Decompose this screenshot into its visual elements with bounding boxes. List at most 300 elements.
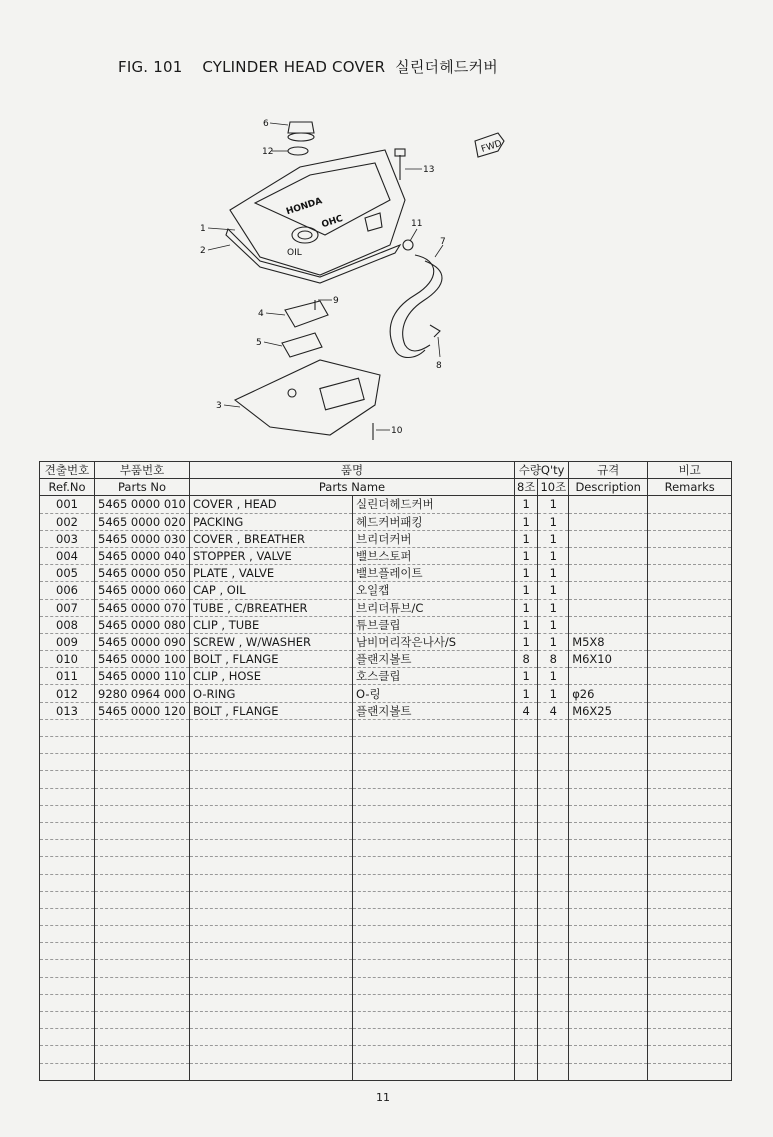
ohc-text: OHC — [320, 213, 345, 231]
header-remarks-en: Remarks — [648, 479, 732, 496]
cell-name-ko — [353, 857, 515, 874]
cell-remarks — [648, 737, 732, 754]
callout-13: 13 — [423, 165, 435, 175]
cell-q10 — [538, 754, 569, 771]
cell-name-en — [190, 1046, 353, 1063]
cell-remarks — [648, 822, 732, 839]
cell-ref — [40, 840, 95, 857]
cell-name-en — [190, 908, 353, 925]
cell-desc — [569, 908, 648, 925]
cell-ref: 010 — [40, 651, 95, 668]
cell-ref: 012 — [40, 685, 95, 702]
cell-desc — [569, 513, 648, 530]
cell-ref — [40, 1012, 95, 1029]
cell-q8 — [515, 719, 538, 736]
cell-remarks — [648, 857, 732, 874]
cell-q8: 1 — [515, 565, 538, 582]
cell-desc — [569, 599, 648, 616]
cell-q10: 1 — [538, 616, 569, 633]
cell-ref — [40, 857, 95, 874]
table-row — [40, 582, 732, 599]
cell-remarks — [648, 702, 732, 719]
page-title: FIG. 101 CYLINDER HEAD COVER 실린더헤드커버 — [118, 58, 498, 76]
cell-q8: 1 — [515, 685, 538, 702]
table-row — [40, 616, 732, 633]
cell-parts-no — [95, 1029, 190, 1046]
cell-name-en: SCREW , W/WASHER — [190, 633, 353, 650]
cell-name-en — [190, 771, 353, 788]
cell-ref: 011 — [40, 668, 95, 685]
table-body — [40, 496, 732, 1080]
cell-ref — [40, 719, 95, 736]
cell-desc — [569, 857, 648, 874]
table-row — [40, 530, 732, 547]
callout-11: 11 — [411, 219, 423, 229]
honda-brand-text: HONDA — [285, 196, 324, 218]
callout-8: 8 — [436, 361, 442, 371]
cell-name-ko: O-링 — [353, 685, 515, 702]
cell-name-ko: 남비머리작은나사/S — [353, 633, 515, 650]
cell-parts-no — [95, 960, 190, 977]
table-row — [40, 565, 732, 582]
cell-ref: 005 — [40, 565, 95, 582]
table-row — [40, 651, 732, 668]
cell-q8: 8 — [515, 651, 538, 668]
cell-parts-no: 5465 0000 060 — [95, 582, 190, 599]
callout-12: 12 — [262, 147, 274, 157]
cell-ref — [40, 1029, 95, 1046]
cell-ref: 001 — [40, 496, 95, 513]
header-qty-10: 10조 — [538, 479, 569, 496]
table-row — [40, 668, 732, 685]
cell-desc: φ26 — [569, 685, 648, 702]
table-row — [40, 771, 732, 788]
cell-remarks — [648, 685, 732, 702]
table-row — [40, 1063, 732, 1080]
cell-ref: 006 — [40, 582, 95, 599]
cell-ref — [40, 737, 95, 754]
cell-remarks — [648, 960, 732, 977]
cell-ref — [40, 994, 95, 1011]
cell-remarks — [648, 719, 732, 736]
cell-name-ko — [353, 1012, 515, 1029]
table-row — [40, 685, 732, 702]
cell-q10: 1 — [538, 530, 569, 547]
cell-name-en — [190, 788, 353, 805]
callout-10: 10 — [391, 426, 403, 436]
cell-q10 — [538, 719, 569, 736]
cell-remarks — [648, 530, 732, 547]
header-qty-8: 8조 — [515, 479, 538, 496]
cell-desc: M6X10 — [569, 651, 648, 668]
cell-q8: 1 — [515, 513, 538, 530]
cell-desc — [569, 1029, 648, 1046]
cell-q8 — [515, 943, 538, 960]
cell-q8 — [515, 771, 538, 788]
valve-plate-shape — [282, 333, 322, 357]
cell-q8 — [515, 994, 538, 1011]
cell-remarks — [648, 582, 732, 599]
cell-q10 — [538, 771, 569, 788]
cell-parts-no — [95, 805, 190, 822]
cell-name-ko: 밸브플레이트 — [353, 565, 515, 582]
cell-ref: 003 — [40, 530, 95, 547]
cell-remarks — [648, 513, 732, 530]
cell-name-en — [190, 822, 353, 839]
cell-name-ko: 헤드커버패킹 — [353, 513, 515, 530]
cell-q8 — [515, 822, 538, 839]
cell-remarks — [648, 1012, 732, 1029]
cell-q8 — [515, 805, 538, 822]
cell-desc — [569, 943, 648, 960]
cell-parts-no — [95, 857, 190, 874]
valve-stopper-shape — [285, 301, 328, 327]
cell-parts-no — [95, 737, 190, 754]
cell-q10 — [538, 960, 569, 977]
cell-ref — [40, 908, 95, 925]
table-row — [40, 1029, 732, 1046]
cell-name-en — [190, 977, 353, 994]
cell-name-en — [190, 1029, 353, 1046]
cell-parts-no: 9280 0964 000 — [95, 685, 190, 702]
cell-remarks — [648, 891, 732, 908]
cell-name-en — [190, 857, 353, 874]
cell-q8 — [515, 891, 538, 908]
cell-desc — [569, 1012, 648, 1029]
callout-6: 6 — [263, 119, 269, 129]
cell-parts-no — [95, 1046, 190, 1063]
cell-name-ko — [353, 891, 515, 908]
cell-q8 — [515, 1029, 538, 1046]
cell-ref — [40, 891, 95, 908]
header-parts-no-en: Parts No — [95, 479, 190, 496]
cell-remarks — [648, 1063, 732, 1080]
cell-q10 — [538, 891, 569, 908]
cell-q10 — [538, 874, 569, 891]
cell-q8 — [515, 840, 538, 857]
cell-desc — [569, 496, 648, 513]
cell-parts-no: 5465 0000 050 — [95, 565, 190, 582]
cell-name-en — [190, 874, 353, 891]
oil-cap-shape — [288, 122, 314, 133]
cell-name-en: PLATE , VALVE — [190, 565, 353, 582]
cell-ref: 004 — [40, 547, 95, 564]
cell-ref: 007 — [40, 599, 95, 616]
cell-parts-no — [95, 754, 190, 771]
cell-q8 — [515, 788, 538, 805]
cell-q10 — [538, 1046, 569, 1063]
cell-desc — [569, 926, 648, 943]
cell-q8 — [515, 754, 538, 771]
table-row — [40, 960, 732, 977]
cell-remarks — [648, 788, 732, 805]
cell-name-en: TUBE , C/BREATHER — [190, 599, 353, 616]
cell-q10: 1 — [538, 582, 569, 599]
cell-remarks — [648, 633, 732, 650]
cell-q10 — [538, 943, 569, 960]
cell-q10 — [538, 788, 569, 805]
cell-name-ko: 튜브클립 — [353, 616, 515, 633]
cell-q10: 1 — [538, 685, 569, 702]
cell-parts-no — [95, 822, 190, 839]
cell-q10 — [538, 1012, 569, 1029]
cell-name-ko — [353, 719, 515, 736]
cell-name-ko — [353, 926, 515, 943]
cell-name-en: CLIP , HOSE — [190, 668, 353, 685]
cell-ref: 013 — [40, 702, 95, 719]
cell-name-en — [190, 719, 353, 736]
cell-name-ko — [353, 737, 515, 754]
cell-desc — [569, 668, 648, 685]
cell-remarks — [648, 616, 732, 633]
cell-remarks — [648, 805, 732, 822]
cell-remarks — [648, 1029, 732, 1046]
cell-name-en — [190, 960, 353, 977]
cell-q10: 1 — [538, 547, 569, 564]
cell-q8 — [515, 926, 538, 943]
page-number: 11 — [376, 1091, 390, 1104]
table-row — [40, 633, 732, 650]
cell-desc — [569, 719, 648, 736]
cell-desc — [569, 771, 648, 788]
callout-3: 3 — [216, 401, 222, 411]
cell-desc — [569, 805, 648, 822]
cell-q8: 1 — [515, 582, 538, 599]
cell-remarks — [648, 668, 732, 685]
cell-remarks — [648, 874, 732, 891]
cell-parts-no — [95, 977, 190, 994]
cell-remarks — [648, 565, 732, 582]
cell-parts-no: 5465 0000 040 — [95, 547, 190, 564]
cell-parts-no: 5465 0000 100 — [95, 651, 190, 668]
cell-name-ko — [353, 788, 515, 805]
table-row — [40, 788, 732, 805]
header-desc-ko: 규격 — [569, 462, 648, 479]
table-row — [40, 943, 732, 960]
cell-q10 — [538, 977, 569, 994]
cell-parts-no: 5465 0000 080 — [95, 616, 190, 633]
cell-name-en — [190, 754, 353, 771]
cell-desc — [569, 891, 648, 908]
cell-name-ko — [353, 977, 515, 994]
cell-desc — [569, 977, 648, 994]
cell-name-ko — [353, 943, 515, 960]
table-row — [40, 874, 732, 891]
cell-name-en — [190, 805, 353, 822]
cell-parts-no — [95, 874, 190, 891]
cell-ref — [40, 822, 95, 839]
cell-parts-no — [95, 1012, 190, 1029]
header-name-ko: 품명 — [190, 462, 515, 479]
cell-name-ko — [353, 1029, 515, 1046]
cell-desc — [569, 822, 648, 839]
callout-1: 1 — [200, 224, 206, 234]
cell-q8: 1 — [515, 616, 538, 633]
cell-q8: 1 — [515, 530, 538, 547]
cell-desc — [569, 754, 648, 771]
cell-parts-no — [95, 719, 190, 736]
cell-parts-no — [95, 771, 190, 788]
cell-remarks — [648, 599, 732, 616]
cell-name-ko: 호스클립 — [353, 668, 515, 685]
cell-remarks — [648, 943, 732, 960]
cell-ref — [40, 754, 95, 771]
cell-name-ko — [353, 994, 515, 1011]
cell-name-ko — [353, 874, 515, 891]
cell-ref: 008 — [40, 616, 95, 633]
cell-remarks — [648, 977, 732, 994]
cell-remarks — [648, 547, 732, 564]
table-row — [40, 1046, 732, 1063]
cell-remarks — [648, 908, 732, 925]
cell-parts-no — [95, 908, 190, 925]
cell-q8: 1 — [515, 547, 538, 564]
packing-outline — [226, 229, 400, 283]
cell-parts-no: 5465 0000 010 — [95, 496, 190, 513]
table-row — [40, 805, 732, 822]
cell-ref: 002 — [40, 513, 95, 530]
cell-remarks — [648, 994, 732, 1011]
table-row — [40, 857, 732, 874]
cell-remarks — [648, 754, 732, 771]
cell-q8 — [515, 857, 538, 874]
cell-q10 — [538, 1063, 569, 1080]
table-row — [40, 737, 732, 754]
cell-parts-no — [95, 891, 190, 908]
cell-name-en — [190, 926, 353, 943]
cell-name-en — [190, 994, 353, 1011]
table-row — [40, 1012, 732, 1029]
cell-name-en: BOLT , FLANGE — [190, 651, 353, 668]
header-name-en: Parts Name — [190, 479, 515, 496]
cell-remarks — [648, 1046, 732, 1063]
table-row — [40, 891, 732, 908]
cell-parts-no: 5465 0000 090 — [95, 633, 190, 650]
head-cover-outline — [230, 150, 405, 275]
cell-desc — [569, 960, 648, 977]
cell-name-ko: 밸브스토퍼 — [353, 547, 515, 564]
cell-remarks — [648, 496, 732, 513]
cell-ref — [40, 1063, 95, 1080]
cell-parts-no: 5465 0000 020 — [95, 513, 190, 530]
cell-name-ko: 브리더튜브/C — [353, 599, 515, 616]
cell-q8 — [515, 1046, 538, 1063]
table-row — [40, 702, 732, 719]
cell-desc — [569, 840, 648, 857]
cell-name-en: BOLT , FLANGE — [190, 702, 353, 719]
table-row — [40, 908, 732, 925]
cell-ref — [40, 805, 95, 822]
cell-name-ko — [353, 754, 515, 771]
cell-q8: 1 — [515, 668, 538, 685]
cell-name-ko — [353, 1046, 515, 1063]
header-qty-ko: 수량Q'ty — [515, 462, 569, 479]
cell-q8: 1 — [515, 599, 538, 616]
table-row — [40, 840, 732, 857]
cell-name-ko: 브리더커버 — [353, 530, 515, 547]
cell-name-ko: 실린더헤드커버 — [353, 496, 515, 513]
cell-parts-no: 5465 0000 110 — [95, 668, 190, 685]
table-row — [40, 599, 732, 616]
cell-q10 — [538, 822, 569, 839]
cell-name-ko — [353, 908, 515, 925]
cell-ref — [40, 788, 95, 805]
cell-ref — [40, 926, 95, 943]
cell-desc — [569, 788, 648, 805]
cell-desc — [569, 582, 648, 599]
cell-desc — [569, 737, 648, 754]
cell-desc — [569, 616, 648, 633]
cell-ref — [40, 943, 95, 960]
fwd-text: FWD — [480, 138, 504, 155]
cell-desc — [569, 1046, 648, 1063]
cell-q10 — [538, 840, 569, 857]
cell-name-en: O-RING — [190, 685, 353, 702]
header-desc-en: Description — [569, 479, 648, 496]
cell-name-ko: 오일캡 — [353, 582, 515, 599]
exploded-parts-diagram — [190, 105, 530, 450]
cell-q10: 1 — [538, 599, 569, 616]
cell-name-en: COVER , BREATHER — [190, 530, 353, 547]
table-row — [40, 513, 732, 530]
cell-desc — [569, 547, 648, 564]
table-row — [40, 926, 732, 943]
table-row — [40, 496, 732, 513]
cell-q10: 1 — [538, 565, 569, 582]
cell-parts-no — [95, 943, 190, 960]
cell-ref — [40, 874, 95, 891]
cell-name-en — [190, 737, 353, 754]
cell-q10 — [538, 994, 569, 1011]
cell-q10 — [538, 908, 569, 925]
cell-ref — [40, 960, 95, 977]
cell-name-en: PACKING — [190, 513, 353, 530]
header-remarks-ko: 비고 — [648, 462, 732, 479]
cell-name-en: CLIP , TUBE — [190, 616, 353, 633]
header-ref-en: Ref.No — [40, 479, 95, 496]
cell-remarks — [648, 651, 732, 668]
cell-name-ko: 플랜지볼트 — [353, 651, 515, 668]
cell-name-ko — [353, 840, 515, 857]
cell-q10: 1 — [538, 633, 569, 650]
callout-9: 9 — [333, 296, 339, 306]
cell-name-en — [190, 1063, 353, 1080]
cell-q8 — [515, 1012, 538, 1029]
table-row — [40, 977, 732, 994]
cell-remarks — [648, 926, 732, 943]
cell-name-en: CAP , OIL — [190, 582, 353, 599]
cell-parts-no — [95, 1063, 190, 1080]
cell-q8: 1 — [515, 633, 538, 650]
cell-desc — [569, 874, 648, 891]
cell-desc — [569, 530, 648, 547]
cell-q10 — [538, 857, 569, 874]
cell-name-ko — [353, 822, 515, 839]
cell-desc — [569, 1063, 648, 1080]
cell-remarks — [648, 840, 732, 857]
cell-name-en: COVER , HEAD — [190, 496, 353, 513]
cell-ref — [40, 771, 95, 788]
cell-name-ko: 플랜지볼트 — [353, 702, 515, 719]
table-row — [40, 994, 732, 1011]
cell-desc: M6X25 — [569, 702, 648, 719]
cell-q8: 1 — [515, 496, 538, 513]
cell-q10: 1 — [538, 668, 569, 685]
cell-name-ko — [353, 1063, 515, 1080]
cell-parts-no — [95, 840, 190, 857]
callout-4: 4 — [258, 309, 264, 319]
cell-q10: 1 — [538, 513, 569, 530]
